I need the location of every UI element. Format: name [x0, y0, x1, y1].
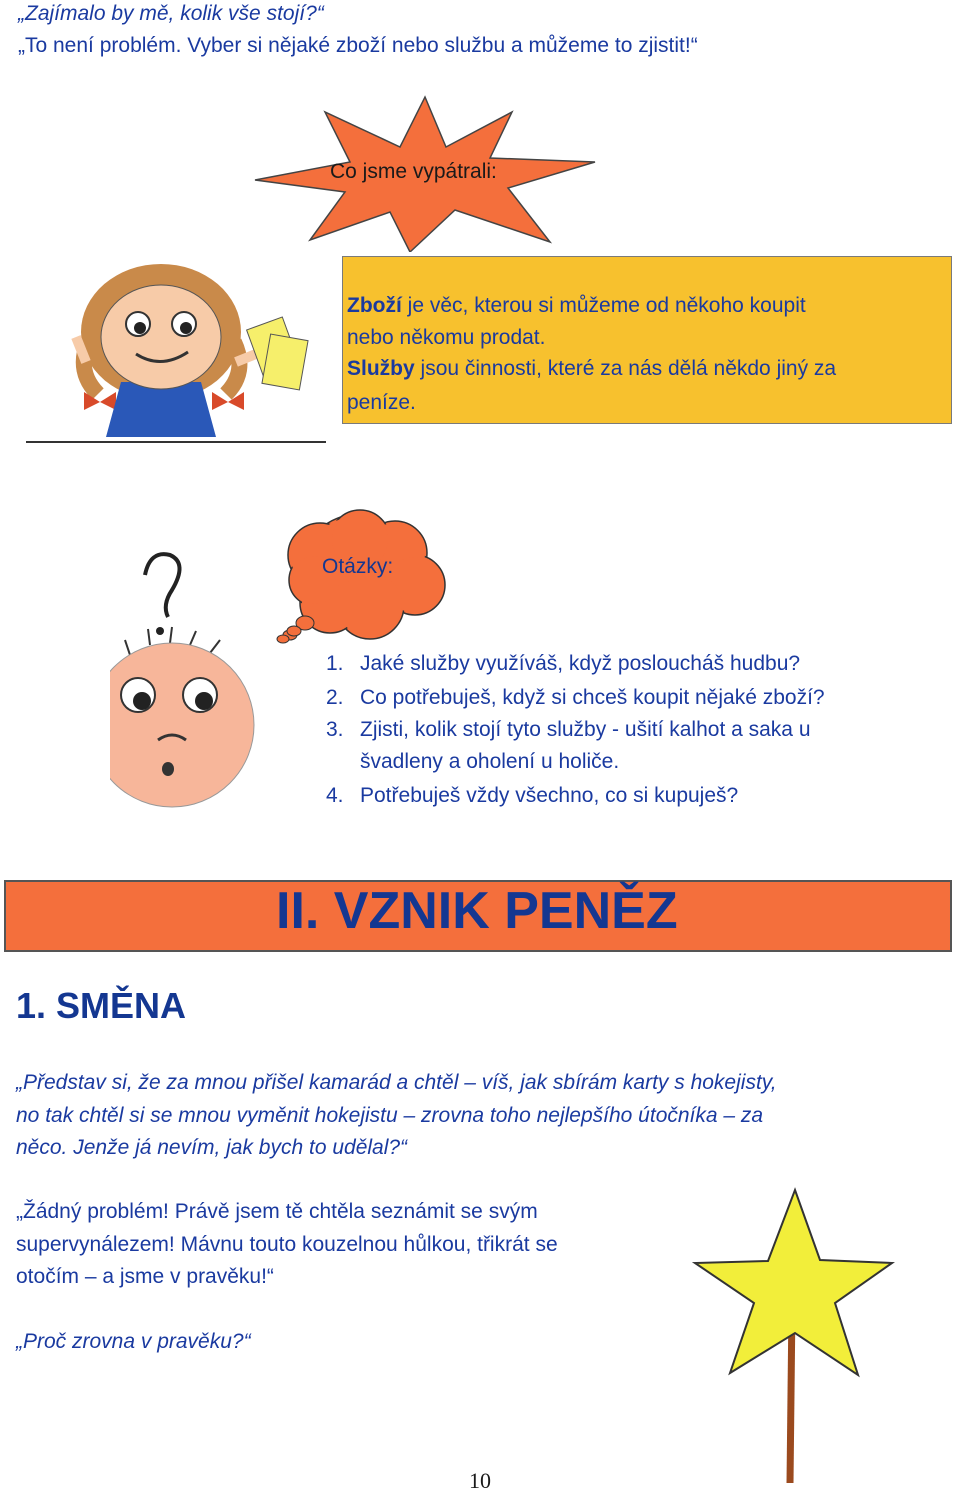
goods-definition-text: je věc, kterou si můžeme od někoho koupit: [401, 294, 806, 317]
question-number: 2.: [326, 686, 344, 709]
story-para2-line3: otočím – a jsme v pravěku!“: [16, 1265, 274, 1288]
services-definition-line1: [347, 357, 836, 381]
story-para1-line2: no tak chtěl si se mnou vyměnit hokejistu – zrovna toho nejlepšího útočníka – za: [16, 1104, 764, 1127]
intro-answer: „To není problém. Vyber si nějaké zboží nebo službu a můžeme to zjistit!“: [18, 34, 698, 57]
question-item-4: [326, 780, 739, 812]
story-para1-line3: něco. Jenže já nevím, jak bych to udělal?“: [16, 1136, 408, 1159]
girl-drawing: [26, 252, 326, 447]
goods-term: Zboží: [347, 294, 402, 317]
question-text: Jaké služby využíváš, když posloucháš hudbu?: [360, 652, 801, 675]
services-definition-text: jsou činnosti, které za nás dělá někdo jiný za: [414, 357, 837, 380]
subsection-title: 1. SMĚNA: [16, 985, 187, 1026]
goods-definition-line1: [347, 294, 806, 318]
story-para2-line2: supervynálezem! Mávnu touto kouzelnou hůlkou, třikrát se: [16, 1233, 558, 1256]
goods-definition-line2: nebo někomu prodat.: [347, 326, 546, 349]
thought-bubble-dots: [276, 625, 306, 645]
services-term: Služby: [347, 357, 415, 380]
question-number: 4.: [326, 784, 344, 807]
question-item-3-continued: švadleny a oholení u holiče.: [360, 750, 620, 773]
question-number: 1.: [326, 652, 344, 675]
page-number: 10: [469, 1468, 491, 1493]
definitions-box: [342, 256, 952, 424]
question-text: Co potřebuješ, když si chceš koupit nějaké zboží?: [360, 686, 825, 709]
story-para3: „Proč zrovna v pravěku?“: [16, 1330, 251, 1353]
section-title: II. VZNIK PENĚZ: [276, 882, 678, 940]
questions-cloud-label: Otázky:: [322, 555, 394, 578]
burst-label: Co jsme vypátrali:: [330, 160, 497, 183]
intro-question: „Zajímalo by mě, kolik vše stojí?“: [18, 2, 324, 25]
question-item-2: [326, 682, 825, 714]
question-text: Zjisti, kolik stojí tyto služby - ušití kalhot a saka u: [360, 718, 811, 741]
puzzled-boy-drawing: [110, 545, 270, 835]
question-item-1: [326, 648, 801, 680]
question-item-3: [326, 714, 811, 746]
services-definition-line2: peníze.: [347, 391, 416, 414]
question-text: Potřebuješ vždy všechno, co si kupuješ?: [360, 784, 739, 807]
story-para2-line1: „Žádný problém! Právě jsem tě chtěla seznámit se svým: [16, 1200, 538, 1223]
question-number: 3.: [326, 718, 344, 741]
magic-wand-drawing: [680, 1185, 900, 1485]
story-para1-line1: „Představ si, že za mnou přišel kamarád a chtěl – víš, jak sbírám karty s hokejisty,: [16, 1071, 777, 1094]
